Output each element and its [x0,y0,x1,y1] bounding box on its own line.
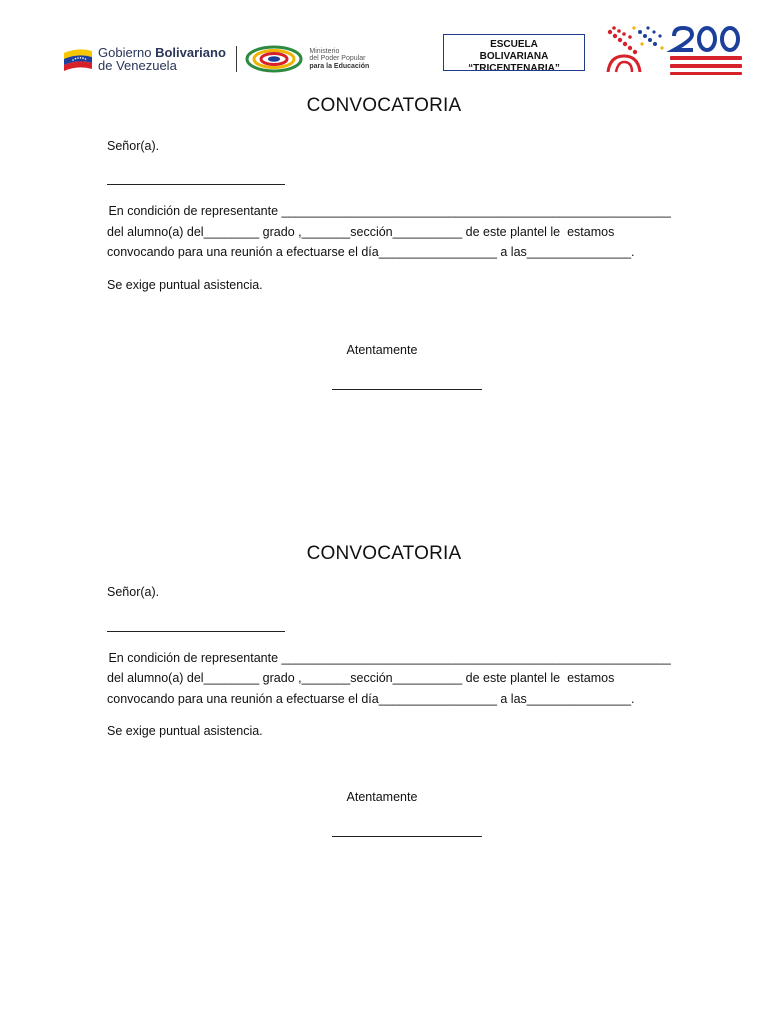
body-line-4: Se exige puntual asistencia. [107,278,263,292]
letter-title: CONVOCATORIA [306,543,462,564]
body-line-1: En condición de representante ________________________________________________________ [105,651,671,665]
body-line-2: del alumno(a) del________ grado ,_______sección__________ de este plantel le estamos [107,671,615,685]
closing-text: Atentamente [346,790,418,804]
gov-line2: de Venezuela [98,58,177,73]
body-line-3: convocando para una reunión a efectuarse el día_________________ a las_______________. [107,692,635,706]
signature-line [332,836,482,837]
salutation: Señor(a). [107,139,160,153]
body-line-4: Se exige puntual asistencia. [107,724,263,738]
school-line1: ESCUELA [490,39,538,50]
letter-title: CONVOCATORIA [306,95,462,116]
ministry-swirl-icon [245,45,303,73]
ministry-line: Ministerio [309,47,340,55]
body-line-2: del alumno(a) del________ grado ,_______sección__________ de este plantel le estamos [107,225,615,239]
venezuela-flag-icon [62,45,94,73]
closing-text: Atentamente [346,343,418,357]
school-line3: “TRICENTENARIA” [468,63,560,71]
bicentennial-logo-icon [604,22,746,76]
recipient-name-line [107,184,285,185]
recipient-name-line [107,631,285,632]
ministry-name [309,48,369,71]
logo-divider [236,46,238,72]
ministry-line: del Poder Popular [309,55,366,63]
government-logo [62,42,369,76]
salutation: Señor(a). [107,585,160,599]
body-line-1: En condición de representante ________________________________________________________ [105,204,671,218]
school-name-box [443,34,585,71]
ministry-line: para la Educación [309,62,370,70]
school-line2: BOLIVARIANA [479,51,549,62]
body-line-3: convocando para una reunión a efectuarse el día_________________ a las_______________. [107,245,635,259]
signature-line [332,389,482,390]
government-name [98,46,226,72]
gov-line1: Gobierno [98,45,156,60]
gov-line1-bold: Bolivariano [155,45,226,60]
